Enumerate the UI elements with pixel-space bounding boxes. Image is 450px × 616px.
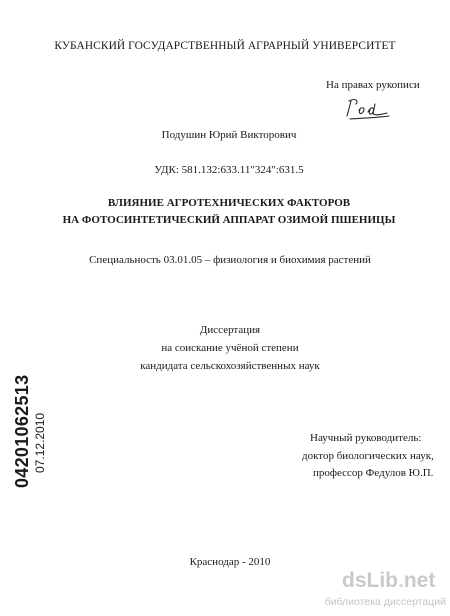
watermark-logo-prefix: dsLib <box>342 569 398 592</box>
handwritten-signature <box>343 96 395 124</box>
watermark-logo-dot: . <box>398 569 404 592</box>
specialty-line: Специальность 03.01.05 – физиология и биохимия растений <box>89 254 371 266</box>
author-name: Подушин Юрий Викторович <box>161 129 297 141</box>
rights-note: На правах рукописи <box>326 79 420 91</box>
watermark-logo <box>342 569 435 593</box>
supervisor-name: профессор Федулов Ю.П. <box>313 467 434 479</box>
thesis-title-line-1: ВЛИЯНИЕ АГРОТЕХНИЧЕСКИХ ФАКТОРОВ <box>107 197 351 209</box>
city-year: Краснодар - 2010 <box>189 556 271 568</box>
thesis-title-line-2: НА ФОТОСИНТЕТИЧЕСКИЙ АППАРАТ ОЗИМОЙ ПШЕНИЦЫ <box>62 214 396 226</box>
dslib-watermark <box>324 569 446 611</box>
library-registration-code: 04201062513 <box>12 374 32 488</box>
library-registration-date: 07.12.2010 <box>33 412 47 473</box>
watermark-logo-suffix: net <box>403 569 436 592</box>
udk-code: УДК: 581.132:633.11"324":631.5 <box>154 164 304 176</box>
work-type: Диссертация <box>199 324 261 336</box>
supervisor-label: Научный руководитель: <box>310 432 422 444</box>
watermark-subtitle: библиотека диссертаций <box>324 596 446 608</box>
supervisor-degree: доктор биологических наук, <box>302 450 434 462</box>
academic-degree: кандидата сельскохозяйственных наук <box>140 360 320 372</box>
work-purpose: на соискание учёной степени <box>161 342 299 354</box>
university-name: КУБАНСКИЙ ГОСУДАРСТВЕННЫЙ АГРАРНЫЙ УНИВЕРСИТЕТ <box>54 40 396 52</box>
